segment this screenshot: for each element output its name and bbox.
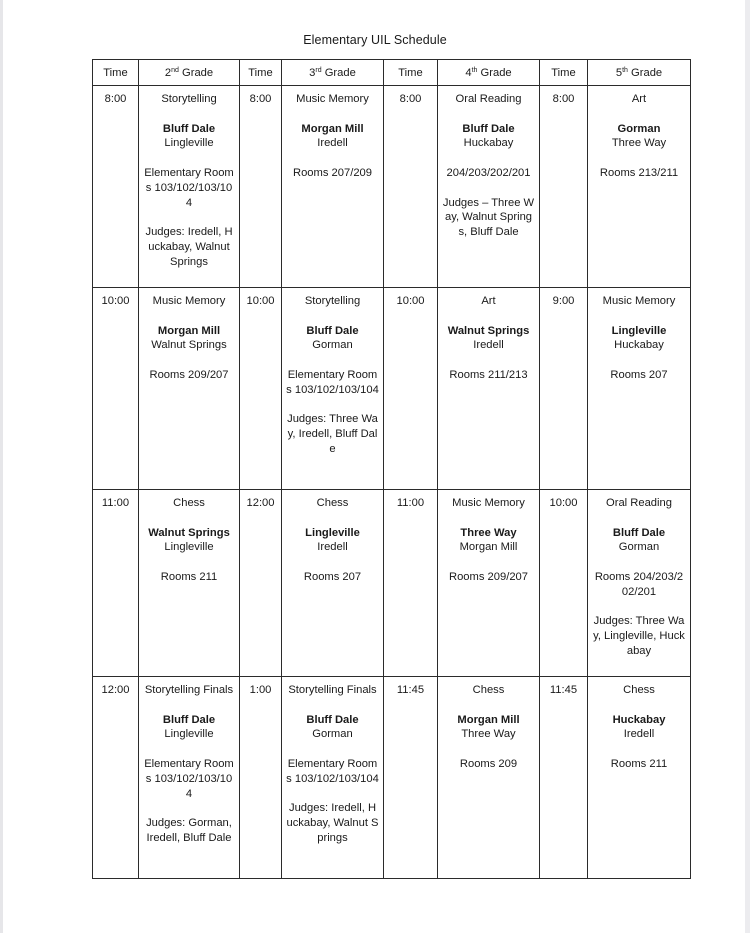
event-name: Storytelling Finals [288, 684, 377, 696]
rooms: Rooms 204/203/202/201 [594, 570, 684, 598]
event-cell-3rd-grade [282, 490, 384, 677]
rooms: Rooms 207 [610, 368, 668, 381]
table-row [93, 490, 691, 677]
away-school: Huckabay [463, 137, 514, 150]
away-school: Three Way [461, 728, 516, 741]
event-cell-5th-grade [588, 677, 691, 879]
home-school: Walnut Springs [148, 526, 230, 539]
judges: Judges: Three Way, Lingleville, Huckabay [593, 615, 685, 657]
rooms: Rooms 211/213 [449, 368, 528, 381]
home-school: Walnut Springs [447, 324, 530, 337]
home-school: Bluff Dale [612, 526, 666, 539]
event-name: Oral Reading [606, 497, 672, 509]
document-title: Elementary UIL Schedule [303, 33, 447, 47]
event-name: Storytelling [161, 93, 217, 105]
time-value: 11:00 [396, 497, 425, 509]
event-cell-3rd-grade [282, 86, 384, 288]
away-school: Gorman [618, 541, 660, 554]
away-school: Walnut Springs [151, 339, 227, 352]
event-name: Chess [173, 497, 205, 509]
rooms: Rooms 209/207 [149, 368, 229, 381]
time-value: 11:45 [549, 684, 578, 696]
judges: Judges: Iredell, Huckabay, Walnut Springs [145, 226, 233, 268]
event-name: Storytelling Finals [144, 684, 234, 696]
away-school: Lingleville [164, 541, 214, 554]
event-name: Chess [623, 684, 655, 696]
away-school: Gorman [312, 339, 353, 352]
away-school: Morgan Mill [459, 541, 518, 554]
event-name: Chess [472, 684, 505, 696]
time-value: 8:00 [552, 93, 575, 105]
event-cell-5th-grade [588, 288, 691, 490]
home-school: Morgan Mill [457, 713, 520, 726]
rooms: 204/203/202/201 [446, 166, 531, 179]
event-cell-2nd-grade [139, 490, 240, 677]
time-cell [540, 490, 588, 677]
home-school: Huckabay [612, 713, 666, 726]
event-name: Storytelling [304, 295, 361, 307]
header-5th-grade: 5th Grade [588, 60, 691, 86]
event-cell-3rd-grade [282, 677, 384, 879]
time-value: 8:00 [104, 93, 127, 105]
rooms: Rooms 207/209 [293, 166, 372, 179]
page-edge-left [0, 0, 3, 933]
away-school: Iredell [473, 339, 504, 352]
header-time: Time [93, 60, 139, 86]
home-school: Three Way [460, 526, 517, 539]
event-name: Music Memory [452, 497, 525, 509]
rooms: Elementary Rooms 103/102/103/104 [286, 757, 379, 785]
schedule-table [92, 59, 691, 879]
time-value: 8:00 [399, 93, 422, 105]
header-time: Time [384, 60, 438, 86]
rooms: Rooms 209/207 [449, 570, 528, 583]
time-cell [384, 677, 438, 879]
time-value: 11:00 [101, 497, 130, 509]
rooms: Rooms 211 [160, 570, 218, 583]
judges: Judges: Gorman, Iredell, Bluff Dale [146, 817, 232, 844]
time-value: 10:00 [549, 497, 578, 509]
event-cell-3rd-grade [282, 288, 384, 490]
event-cell-4th-grade [438, 677, 540, 879]
time-cell [240, 490, 282, 677]
home-school: Bluff Dale [162, 713, 216, 726]
event-cell-5th-grade [588, 86, 691, 288]
rooms: Elementary Rooms 103/102/103/104 [286, 368, 379, 396]
event-cell-4th-grade [438, 490, 540, 677]
away-school: Three Way [611, 137, 667, 150]
page-edge-right [745, 0, 750, 933]
home-school: Lingleville [305, 526, 360, 539]
time-cell [384, 288, 438, 490]
header-4th-grade: 4th Grade [438, 60, 540, 86]
event-cell-2nd-grade [139, 86, 240, 288]
time-cell [384, 86, 438, 288]
away-school: Huckabay [614, 339, 664, 352]
time-cell [93, 288, 139, 490]
schedule-body [93, 86, 691, 879]
event-name: Oral Reading [455, 93, 522, 105]
event-cell-4th-grade [438, 288, 540, 490]
time-value: 11:45 [396, 684, 425, 696]
rooms: Elementary Rooms 103/102/103/104 [144, 757, 234, 800]
header-3rd-grade: 3rd Grade [282, 60, 384, 86]
time-value: 12:00 [246, 497, 275, 509]
home-school: Bluff Dale [462, 122, 515, 135]
away-school: Lingleville [164, 728, 214, 741]
away-school: Iredell [317, 137, 348, 150]
time-value: 10:00 [246, 295, 275, 307]
away-school: Iredell [317, 541, 348, 554]
judges: Judges – Three Way, Walnut Springs, Bluff Dale [442, 196, 535, 239]
table-row [93, 288, 691, 490]
time-cell [540, 288, 588, 490]
away-school: Iredell [623, 728, 655, 741]
rooms: Rooms 211 [610, 757, 668, 770]
home-school: Bluff Dale [306, 713, 359, 726]
event-name: Chess [316, 497, 349, 509]
away-school: Gorman [312, 728, 353, 741]
time-cell [240, 86, 282, 288]
home-school: Bluff Dale [306, 324, 359, 337]
event-name: Art [631, 93, 647, 105]
time-value: 1:00 [249, 684, 272, 696]
header-2nd-grade: 2nd Grade [139, 60, 240, 86]
event-cell-4th-grade [438, 86, 540, 288]
away-school: Lingleville [164, 137, 214, 150]
time-value: 8:00 [249, 93, 272, 105]
home-school: Gorman [617, 122, 661, 135]
time-cell [93, 86, 139, 288]
time-cell [384, 490, 438, 677]
time-cell [540, 677, 588, 879]
header-time: Time [540, 60, 588, 86]
rooms: Rooms 207 [303, 570, 362, 583]
event-name: Music Memory [152, 295, 226, 307]
rooms: Rooms 213/211 [599, 166, 679, 179]
event-name: Music Memory [296, 93, 369, 105]
rooms: Rooms 209 [459, 757, 518, 770]
rooms: Elementary Rooms 103/102/103/104 [144, 166, 234, 209]
home-school: Bluff Dale [162, 122, 216, 135]
home-school: Lingleville [611, 324, 667, 337]
time-cell [540, 86, 588, 288]
header-time: Time [240, 60, 282, 86]
home-school: Morgan Mill [301, 122, 364, 135]
event-cell-2nd-grade [139, 288, 240, 490]
time-cell [240, 288, 282, 490]
time-cell [93, 677, 139, 879]
header-row [93, 60, 691, 86]
time-cell [93, 490, 139, 677]
event-cell-2nd-grade [139, 677, 240, 879]
judges: Judges: Iredell, Huckabay, Walnut Springs [286, 802, 379, 844]
table-row [93, 677, 691, 879]
time-value: 10:00 [396, 295, 425, 307]
table-row [93, 86, 691, 288]
time-value: 10:00 [101, 295, 130, 307]
time-cell [240, 677, 282, 879]
event-name: Music Memory [602, 295, 676, 307]
event-cell-5th-grade [588, 490, 691, 677]
event-name: Art [481, 295, 496, 307]
time-value: 12:00 [101, 684, 130, 696]
home-school: Morgan Mill [157, 324, 221, 337]
judges: Judges: Three Way, Iredell, Bluff Dale [287, 413, 378, 455]
time-value: 9:00 [552, 295, 575, 307]
